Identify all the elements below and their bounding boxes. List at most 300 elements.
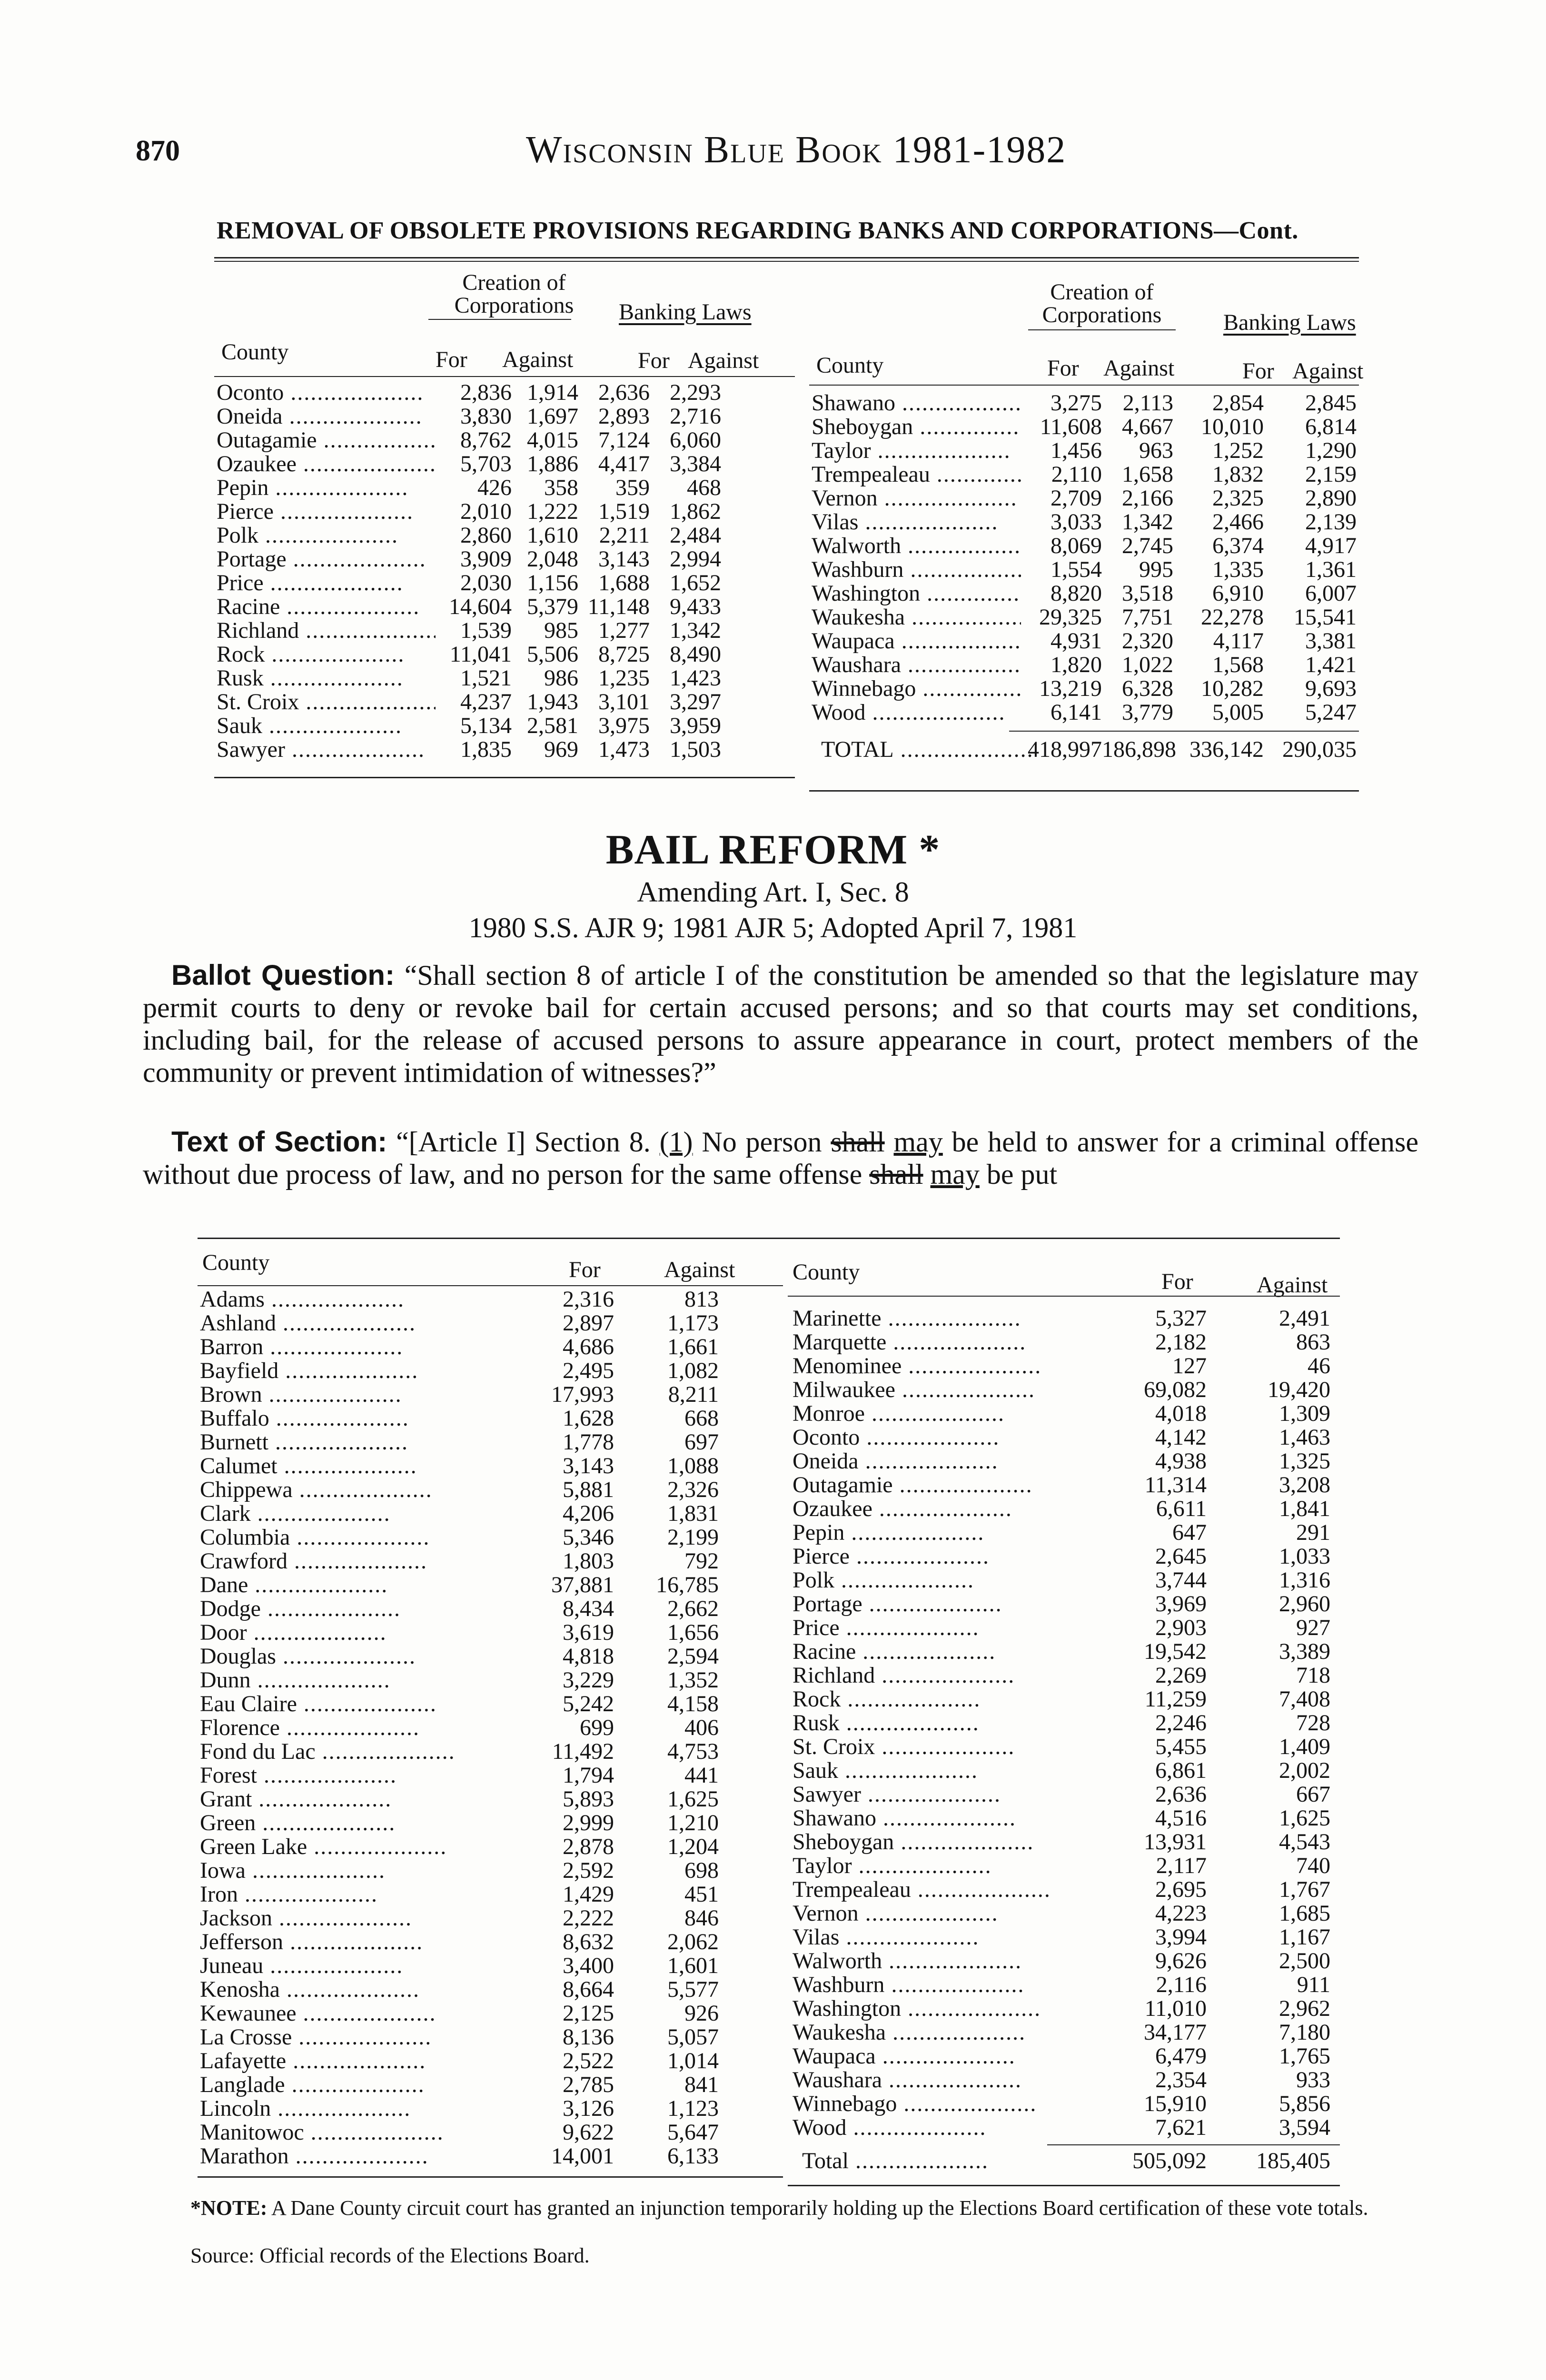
vote-count: 2,166 — [1122, 486, 1173, 511]
bail-total-against: 185,405 — [1256, 2148, 1330, 2173]
vote-count: 13,219 — [1039, 676, 1102, 701]
county-name: Oconto ..... — [793, 1426, 1059, 1449]
vote-count: 8,069 — [1050, 533, 1102, 558]
vote-count: 667 — [1296, 1782, 1330, 1807]
vote-count: 1,309 — [1279, 1401, 1330, 1426]
vote-count: 1,625 — [667, 1786, 719, 1812]
county-name: Rusk ..... — [793, 1711, 1059, 1735]
vote-count: 4,015 — [527, 427, 578, 453]
county-name: Sauk ..... — [217, 714, 436, 738]
vote-count: 4,158 — [667, 1691, 719, 1716]
vote-count: 7,180 — [1279, 2020, 1330, 2045]
vote-count: 1,022 — [1122, 652, 1173, 677]
county-name: Oneida ..... — [217, 405, 436, 428]
vote-count: 1,661 — [667, 1334, 719, 1359]
vote-count: 1,342 — [1122, 509, 1173, 535]
county-name: Pepin ..... — [793, 1521, 1059, 1545]
county-name: Grant ..... — [200, 1787, 466, 1811]
vote-count: 3,909 — [460, 546, 512, 572]
county-name: Sawyer ..... — [793, 1783, 1059, 1806]
vote-count: 9,693 — [1305, 676, 1357, 701]
ballot-question-text: “Shall section 8 of article I of the constitution be amended so that the legislature may permit courts to deny or revoke bail for certain accused persons; and so that courts may set conditions, including bail, for the release of accused persons to assure appearance in court, protect members of the community or prevent intimidation of witnesses?” — [143, 960, 1419, 1088]
vote-count: 697 — [684, 1429, 719, 1455]
section-text-part-3: be held to answer for a criminal offense without due process of law, and no person for the same offense — [143, 1126, 1419, 1190]
bail-subtitle: Amending Art. I, Sec. 8 — [637, 876, 909, 908]
vote-count: 2,062 — [667, 1929, 719, 1954]
county-name: Walworth ..... — [812, 534, 1021, 558]
county-name: Juneau ..... — [200, 1954, 466, 1978]
vote-count: 1,688 — [598, 570, 650, 595]
vote-count: 34,177 — [1144, 2020, 1207, 2045]
county-name: Price ..... — [793, 1616, 1059, 1640]
county-name: Columbia ..... — [200, 1526, 466, 1549]
vote-count: 3,518 — [1122, 581, 1173, 606]
vote-count: 1,765 — [1279, 2043, 1330, 2069]
vote-count: 2,222 — [563, 1905, 614, 1931]
inserted-word-1: may — [893, 1126, 943, 1158]
vote-count: 969 — [544, 737, 578, 762]
vote-count: 4,753 — [667, 1739, 719, 1764]
county-name: Waukesha ..... — [793, 2021, 1059, 2044]
vote-count: 19,420 — [1268, 1377, 1330, 1402]
vote-count: 14,604 — [449, 594, 512, 619]
vote-count: 2,495 — [563, 1358, 614, 1383]
vote-count: 127 — [1172, 1353, 1207, 1378]
vote-count: 2,785 — [563, 2072, 614, 2097]
vote-count: 5,247 — [1305, 700, 1357, 725]
vote-count: 985 — [544, 618, 578, 643]
vote-count: 1,335 — [1212, 557, 1264, 582]
county-name: Eau Claire ..... — [200, 1692, 466, 1716]
vote-count: 1,625 — [1279, 1805, 1330, 1831]
vote-count: 1,835 — [460, 737, 512, 762]
vote-count: 441 — [684, 1763, 719, 1788]
vote-count: 4,142 — [1155, 1425, 1207, 1450]
vote-count: 8,820 — [1050, 581, 1102, 606]
vote-count: 841 — [684, 2072, 719, 2097]
vote-count: 5,506 — [527, 642, 578, 667]
county-name: Winnebago ..... — [793, 2092, 1059, 2116]
vote-count: 7,621 — [1155, 2115, 1207, 2140]
vote-count: 5,455 — [1155, 1734, 1207, 1759]
bail-header-for-left: For — [569, 1257, 601, 1282]
county-name: Pierce ..... — [793, 1545, 1059, 1568]
vote-count: 5,134 — [460, 713, 512, 738]
bail-left-for-col — [524, 1288, 614, 2168]
vote-count: 2,125 — [563, 2001, 614, 2026]
county-name: Vilas ..... — [793, 1925, 1059, 1949]
bail-bottom-rule-right — [788, 2185, 1340, 2186]
county-name: Ozaukee ..... — [793, 1497, 1059, 1521]
footnote-text: A Dane County circuit court has granted an injunction temporarily holding up the Elections Board certification of these vote totals. — [271, 2196, 1368, 2220]
county-name: Door ..... — [200, 1621, 466, 1645]
county-name: La Crosse ..... — [200, 2025, 466, 2049]
vote-count: 2,903 — [1155, 1615, 1207, 1640]
vote-count: 1,601 — [667, 1953, 719, 1978]
vote-count: 19,542 — [1144, 1639, 1207, 1664]
banks-total-bfor: 336,142 — [1189, 737, 1264, 762]
vote-count: 4,223 — [1155, 1901, 1207, 1926]
vote-count: 8,211 — [668, 1382, 719, 1407]
bail-header-against-left: Against — [664, 1257, 735, 1282]
vote-count: 995 — [1139, 557, 1173, 582]
county-name: St. Croix ..... — [217, 690, 436, 714]
vote-count: 2,636 — [598, 380, 650, 405]
county-name: Douglas ..... — [200, 1645, 466, 1668]
vote-count: 11,608 — [1040, 414, 1102, 439]
county-name: Washburn ..... — [793, 1973, 1059, 1997]
struck-word-2: shall — [869, 1159, 923, 1190]
vote-count: 3,143 — [598, 546, 650, 572]
vote-count: 6,133 — [667, 2143, 719, 2169]
vote-count: 1,943 — [527, 689, 578, 714]
vote-count: 1,156 — [527, 570, 578, 595]
banks-right-bfor-col — [1173, 391, 1264, 724]
bail-total-label: Total ..... — [802, 2149, 1059, 2173]
county-name: Washington ..... — [793, 1997, 1059, 2021]
vote-count: 863 — [1296, 1329, 1330, 1355]
bail-header-against-right: Against — [1257, 1272, 1328, 1298]
vote-count: 4,516 — [1155, 1805, 1207, 1831]
vote-count: 6,328 — [1122, 676, 1173, 701]
vote-count: 5,242 — [563, 1691, 614, 1716]
vote-count: 1,342 — [670, 618, 721, 643]
vote-count: 4,237 — [460, 689, 512, 714]
vote-count: 2,893 — [598, 404, 650, 429]
book-title: Wisconsin Blue Book 1981-1982 — [526, 129, 1067, 171]
county-name: Waushara ..... — [812, 653, 1021, 677]
vote-count: 2,484 — [670, 523, 721, 548]
vote-count: 9,433 — [670, 594, 721, 619]
bail-right-county-col — [793, 1307, 1059, 2140]
vote-count: 6,814 — [1305, 414, 1357, 439]
vote-count: 22,278 — [1201, 605, 1264, 630]
section-text-part-4: be put — [979, 1159, 1058, 1190]
banks-total-rule — [1009, 731, 1359, 732]
vote-count: 2,159 — [1305, 462, 1357, 487]
county-name: Waushara ..... — [793, 2068, 1059, 2092]
vote-count: 11,041 — [449, 642, 512, 667]
county-name: Washburn ..... — [812, 558, 1021, 582]
vote-count: 7,408 — [1279, 1686, 1330, 1712]
county-name: Taylor ..... — [793, 1854, 1059, 1878]
vote-count: 1,088 — [667, 1453, 719, 1478]
vote-count: 699 — [580, 1715, 614, 1740]
vote-count: 1,421 — [1305, 652, 1357, 677]
banks-left-cagainst-col — [512, 381, 578, 762]
vote-count: 2,960 — [1279, 1591, 1330, 1616]
vote-count: 3,969 — [1155, 1591, 1207, 1616]
vote-count: 668 — [684, 1406, 719, 1431]
vote-count: 2,500 — [1279, 1948, 1330, 1973]
banks-bottom-rule-right — [809, 790, 1359, 792]
vote-count: 3,744 — [1155, 1567, 1207, 1593]
vote-count: 1,325 — [1279, 1448, 1330, 1474]
vote-count: 3,381 — [1305, 628, 1357, 654]
county-name: Fond du Lac ..... — [200, 1740, 466, 1764]
vote-count: 15,910 — [1144, 2091, 1207, 2116]
header-creation-left-rule — [428, 319, 571, 320]
vote-count: 4,018 — [1155, 1401, 1207, 1426]
bail-title: BAIL REFORM * — [605, 827, 941, 873]
vote-count: 2,002 — [1279, 1758, 1330, 1783]
vote-count: 3,229 — [563, 1667, 614, 1693]
vote-count: 2,897 — [563, 1310, 614, 1336]
county-name: Rock ..... — [793, 1687, 1059, 1711]
county-name: Pierce ..... — [217, 500, 436, 524]
header-banking-right: Banking Laws — [1223, 310, 1356, 335]
vote-count: 1,794 — [563, 1763, 614, 1788]
vote-count: 1,082 — [667, 1358, 719, 1383]
vote-count: 1,554 — [1050, 557, 1102, 582]
vote-count: 1,429 — [563, 1882, 614, 1907]
county-name: Sauk ..... — [793, 1759, 1059, 1783]
vote-count: 6,611 — [1156, 1496, 1207, 1521]
vote-count: 3,101 — [598, 689, 650, 714]
vote-count: 2,326 — [667, 1477, 719, 1502]
banks-left-bfor-col — [578, 381, 650, 762]
banks-total-bagainst: 290,035 — [1282, 737, 1357, 762]
county-name: Trempealeau ..... — [793, 1878, 1059, 1902]
vote-count: 1,456 — [1050, 438, 1102, 463]
vote-count: 1,841 — [1279, 1496, 1330, 1521]
vote-count: 426 — [477, 475, 512, 500]
county-name: Sheboygan ..... — [812, 415, 1021, 439]
vote-count: 1,658 — [1122, 462, 1173, 487]
bail-header-county-right: County — [793, 1259, 860, 1285]
vote-count: 2,199 — [667, 1525, 719, 1550]
vote-count: 6,007 — [1305, 581, 1357, 606]
vote-count: 2,110 — [1051, 462, 1102, 487]
county-name: Green Lake ..... — [200, 1835, 466, 1859]
banks-bottom-rule-left — [214, 777, 795, 778]
banks-right-cfor-col — [1011, 391, 1102, 724]
vote-count: 2,010 — [460, 499, 512, 524]
county-name: Chippewa ..... — [200, 1478, 466, 1502]
vote-count: 46 — [1308, 1353, 1330, 1378]
vote-count: 4,818 — [563, 1644, 614, 1669]
vote-count: 1,831 — [667, 1501, 719, 1526]
struck-word-1: shall — [831, 1126, 885, 1158]
county-name: Green ..... — [200, 1811, 466, 1835]
bail-header-for-right: For — [1161, 1269, 1193, 1294]
vote-count: 2,117 — [1156, 1853, 1207, 1878]
header-against-1: Against — [502, 347, 574, 372]
vote-count: 1,290 — [1305, 438, 1357, 463]
vote-count: 1,316 — [1279, 1567, 1330, 1593]
vote-count: 1,914 — [527, 380, 578, 405]
bail-bottom-rule-left — [198, 2176, 783, 2178]
vote-count: 1,832 — [1212, 462, 1264, 487]
vote-count: 3,779 — [1122, 700, 1173, 725]
page-number: 870 — [136, 135, 180, 167]
vote-count: 2,320 — [1122, 628, 1173, 654]
bail-header-rule-left — [198, 1285, 783, 1286]
vote-count: 1,252 — [1212, 438, 1264, 463]
vote-count: 933 — [1296, 2067, 1330, 2092]
vote-count: 11,148 — [587, 594, 650, 619]
vote-count: 5,856 — [1279, 2091, 1330, 2116]
header-county-left: County — [221, 339, 289, 365]
county-name: Ozaukee ..... — [217, 452, 436, 476]
vote-count: 3,830 — [460, 404, 512, 429]
county-name: Kewaunee ..... — [200, 2002, 466, 2025]
section-text-label: Text of Section: — [171, 1126, 387, 1158]
county-name: Monroe ..... — [793, 1402, 1059, 1426]
vote-count: 2,182 — [1155, 1329, 1207, 1355]
footnote-label: *NOTE: — [190, 2196, 268, 2220]
ballot-question-paragraph — [143, 959, 1418, 1089]
vote-count: 4,206 — [563, 1501, 614, 1526]
county-name: Waupaca ..... — [793, 2044, 1059, 2068]
vote-count: 2,890 — [1305, 486, 1357, 511]
county-name: Jackson ..... — [200, 1906, 466, 1930]
vote-count: 2,316 — [563, 1287, 614, 1312]
county-name: St. Croix ..... — [793, 1735, 1059, 1759]
vote-count: 5,379 — [527, 594, 578, 619]
vote-count: 1,521 — [460, 665, 512, 691]
vote-count: 8,136 — [563, 2024, 614, 2050]
vote-count: 2,645 — [1155, 1544, 1207, 1569]
header-for-3: For — [1047, 356, 1079, 381]
vote-count: 1,204 — [667, 1834, 719, 1859]
vote-count: 2,466 — [1212, 509, 1264, 535]
banks-table-title: REMOVAL OF OBSOLETE PROVISIONS REGARDING BANKS AND CORPORATIONS—Cont. — [217, 217, 1298, 244]
county-name: Vilas ..... — [812, 510, 1021, 534]
county-name: Oneida ..... — [793, 1449, 1059, 1473]
header-creation-right: Creation of Corporations — [1042, 279, 1162, 327]
vote-count: 359 — [615, 475, 650, 500]
vote-count: 3,143 — [563, 1453, 614, 1478]
header-against-4: Against — [1292, 358, 1364, 384]
bail-left-county-col — [200, 1288, 466, 2168]
vote-count: 468 — [687, 475, 721, 500]
county-name: Dunn ..... — [200, 1668, 466, 1692]
county-name: Outagamie ..... — [793, 1473, 1059, 1497]
banks-left-cfor-col — [426, 381, 512, 762]
vote-count: 2,716 — [670, 404, 721, 429]
vote-count: 6,374 — [1212, 533, 1264, 558]
vote-count: 6,910 — [1212, 581, 1264, 606]
county-name: Trempealeau ..... — [812, 463, 1021, 486]
vote-count: 1,423 — [670, 665, 721, 691]
county-name: Sawyer ..... — [217, 738, 436, 762]
county-name: Marathon ..... — [200, 2144, 466, 2168]
vote-count: 8,434 — [563, 1596, 614, 1621]
vote-count: 926 — [684, 2001, 719, 2026]
county-name: Langlade ..... — [200, 2073, 466, 2097]
vote-count: 4,117 — [1213, 628, 1264, 654]
vote-count: 2,581 — [527, 713, 578, 738]
county-name: Adams ..... — [200, 1288, 466, 1311]
vote-count: 5,005 — [1212, 700, 1264, 725]
county-name: Crawford ..... — [200, 1549, 466, 1573]
vote-count: 10,282 — [1201, 676, 1264, 701]
header-bottom-rule-right — [809, 385, 1359, 386]
ballot-question-label: Ballot Question: — [171, 959, 395, 991]
county-name: Pepin ..... — [217, 476, 436, 500]
county-name: Rock ..... — [217, 643, 436, 666]
vote-count: 2,636 — [1155, 1782, 1207, 1807]
county-name: Clark ..... — [200, 1502, 466, 1526]
vote-count: 1,123 — [667, 2096, 719, 2121]
vote-count: 3,126 — [563, 2096, 614, 2121]
vote-count: 1,503 — [670, 737, 721, 762]
header-county-right: County — [816, 353, 884, 378]
vote-count: 4,938 — [1155, 1448, 1207, 1474]
county-name: Dane ..... — [200, 1573, 466, 1597]
vote-count: 8,664 — [563, 1977, 614, 2002]
vote-count: 986 — [544, 665, 578, 691]
vote-count: 1,463 — [1279, 1425, 1330, 1450]
header-banking-left: Banking Laws — [619, 299, 752, 325]
section-text-paragraph — [143, 1126, 1418, 1190]
county-name: Sheboygan ..... — [793, 1830, 1059, 1854]
county-name: Iowa ..... — [200, 1859, 466, 1883]
vote-count: 813 — [684, 1287, 719, 1312]
county-name: Shawano ..... — [812, 391, 1021, 415]
banks-left-county-col — [217, 381, 436, 762]
county-name: Walworth ..... — [793, 1949, 1059, 1973]
county-name: Portage ..... — [793, 1592, 1059, 1616]
vote-count: 17,993 — [551, 1382, 614, 1407]
vote-count: 8,490 — [670, 642, 721, 667]
county-name: Wood ..... — [793, 2116, 1059, 2140]
table-top-rule-2 — [214, 261, 1359, 262]
vote-count: 2,994 — [670, 546, 721, 572]
vote-count: 2,745 — [1122, 533, 1173, 558]
county-name: Burnett ..... — [200, 1430, 466, 1454]
vote-count: 2,246 — [1155, 1710, 1207, 1735]
vote-count: 15,541 — [1294, 605, 1357, 630]
vote-count: 1,173 — [667, 1310, 719, 1336]
county-name: Price ..... — [217, 571, 436, 595]
vote-count: 3,384 — [670, 451, 721, 476]
vote-count: 1,277 — [598, 618, 650, 643]
vote-count: 698 — [684, 1858, 719, 1883]
section-text-part-1: “[Article I] Section 8. — [396, 1126, 660, 1158]
vote-count: 1,862 — [670, 499, 721, 524]
vote-count: 2,854 — [1212, 390, 1264, 416]
vote-count: 2,999 — [563, 1810, 614, 1835]
county-name: Richland ..... — [217, 619, 436, 643]
vote-count: 5,893 — [563, 1786, 614, 1812]
vote-count: 1,697 — [527, 404, 578, 429]
county-name: Winnebago ..... — [812, 677, 1021, 701]
header-for-2: For — [638, 348, 670, 373]
bail-right-for-col — [1116, 1307, 1207, 2140]
vote-count: 2,491 — [1279, 1306, 1330, 1331]
vote-count: 792 — [684, 1548, 719, 1574]
county-name: Marquette ..... — [793, 1330, 1059, 1354]
vote-count: 7,124 — [598, 427, 650, 453]
vote-count: 6,141 — [1050, 700, 1102, 725]
county-name: Waukesha ..... — [812, 605, 1021, 629]
vote-count: 11,010 — [1144, 1996, 1207, 2021]
county-name: Iron ..... — [200, 1883, 466, 1906]
county-name: Vernon ..... — [793, 1902, 1059, 1925]
vote-count: 2,354 — [1155, 2067, 1207, 2092]
vote-count: 2,836 — [460, 380, 512, 405]
section-text-part-2: No person — [693, 1126, 831, 1158]
vote-count: 2,139 — [1305, 509, 1357, 535]
vote-count: 1,685 — [1279, 1901, 1330, 1926]
county-name: Oconto ..... — [217, 381, 436, 405]
vote-count: 2,709 — [1050, 486, 1102, 511]
vote-count: 3,400 — [563, 1953, 614, 1978]
bail-header-county-left: County — [202, 1250, 270, 1275]
footnote — [190, 2197, 1380, 2220]
